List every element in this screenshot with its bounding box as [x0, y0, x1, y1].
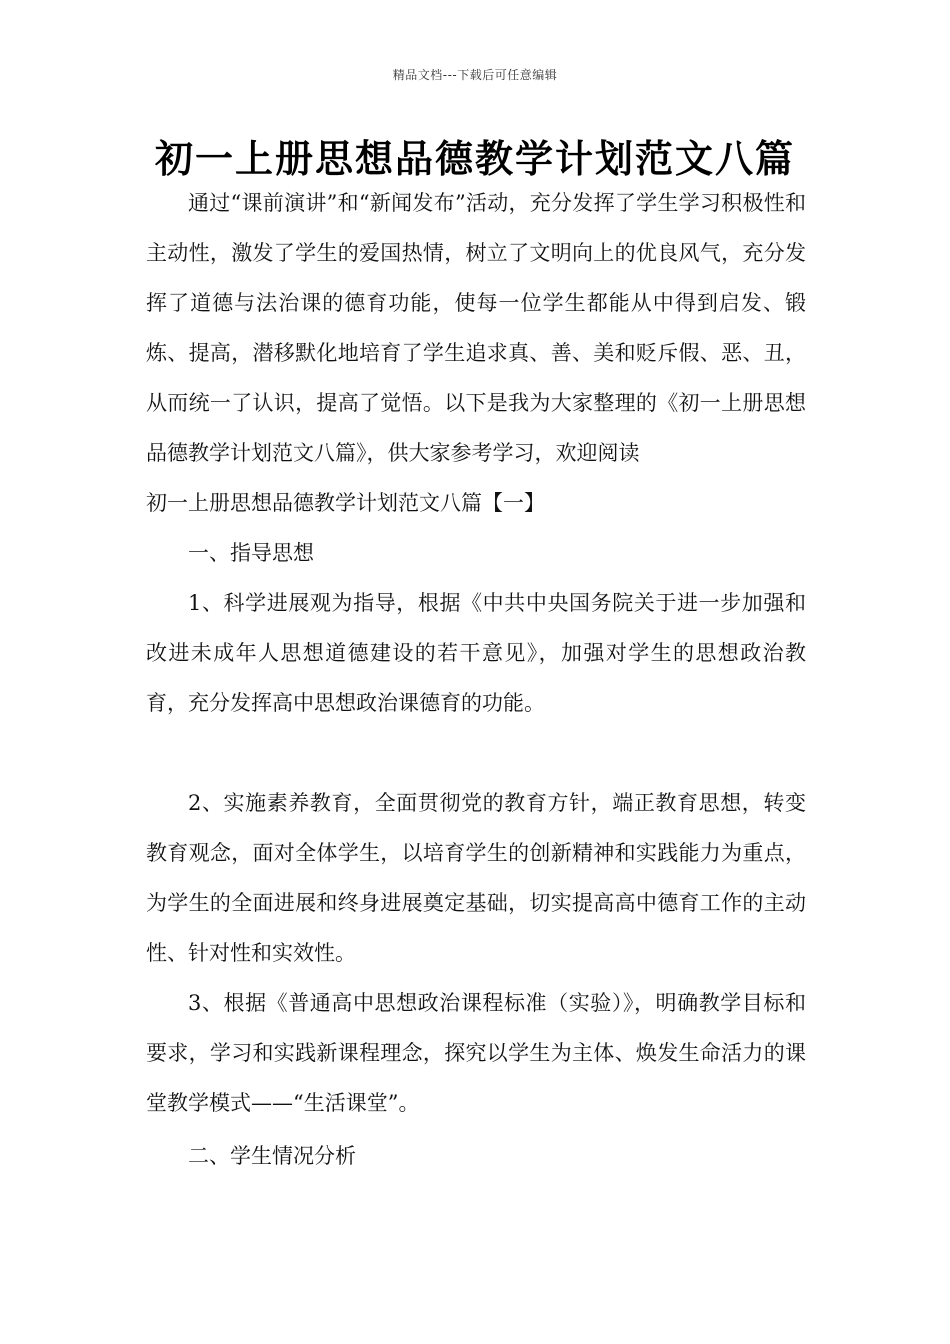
header-note: 精品文档---下载后可任意编辑 [392, 68, 558, 82]
document-body [146, 178, 806, 1181]
point-3-paragraph: 3、根据《普通高中思想政治课程标准（实验）》，明确教学目标和要求，学习和实践新课程理念，探究以学生为主体、焕发生命活力的课堂教学模式——“生活课堂”。 [146, 991, 806, 1115]
point-2-paragraph: 2、实施素养教育，全面贯彻党的教育方针，端正教育思想，转变教育观念，面对全体学生，以培育学生的创新精神和实践能力为重点，为学生的全面进展和终身进展奠定基础，切实提高高中德育工作的主动性、针对性和实效性。 [146, 791, 806, 965]
heading-student-analysis: 二、学生情况分析 [188, 1144, 356, 1168]
point-1-paragraph: 1、科学进展观为指导，根据《中共中央国务院关于进一步加强和改进未成年人思想道德建设的若干意见》，加强对学生的思想政治教育，充分发挥高中思想政治课德育的功能。 [146, 591, 806, 715]
intro-paragraph: 通过“课前演讲”和“新闻发布”活动，充分发挥了学生学习积极性和主动性，激发了学生的爱国热情，树立了文明向上的优良风气，充分发挥了道德与法治课的德育功能，使每一位学生都能从中得到启发、锻炼、提高，潜移默化地培育了学生追求真、善、美和贬斥假、恶、丑，从而统一了认识，提高了觉悟。以下是我为大家整理的《初一上册思想品德教学计划范文八篇》，供大家参考学习，欢迎阅读 [146, 191, 806, 465]
heading-guiding-thought: 一、指导思想 [188, 541, 314, 565]
section-title: 初一上册思想品德教学计划范文八篇【一】 [146, 491, 545, 515]
document-title: 初一上册思想品德教学计划范文八篇 [154, 137, 795, 181]
